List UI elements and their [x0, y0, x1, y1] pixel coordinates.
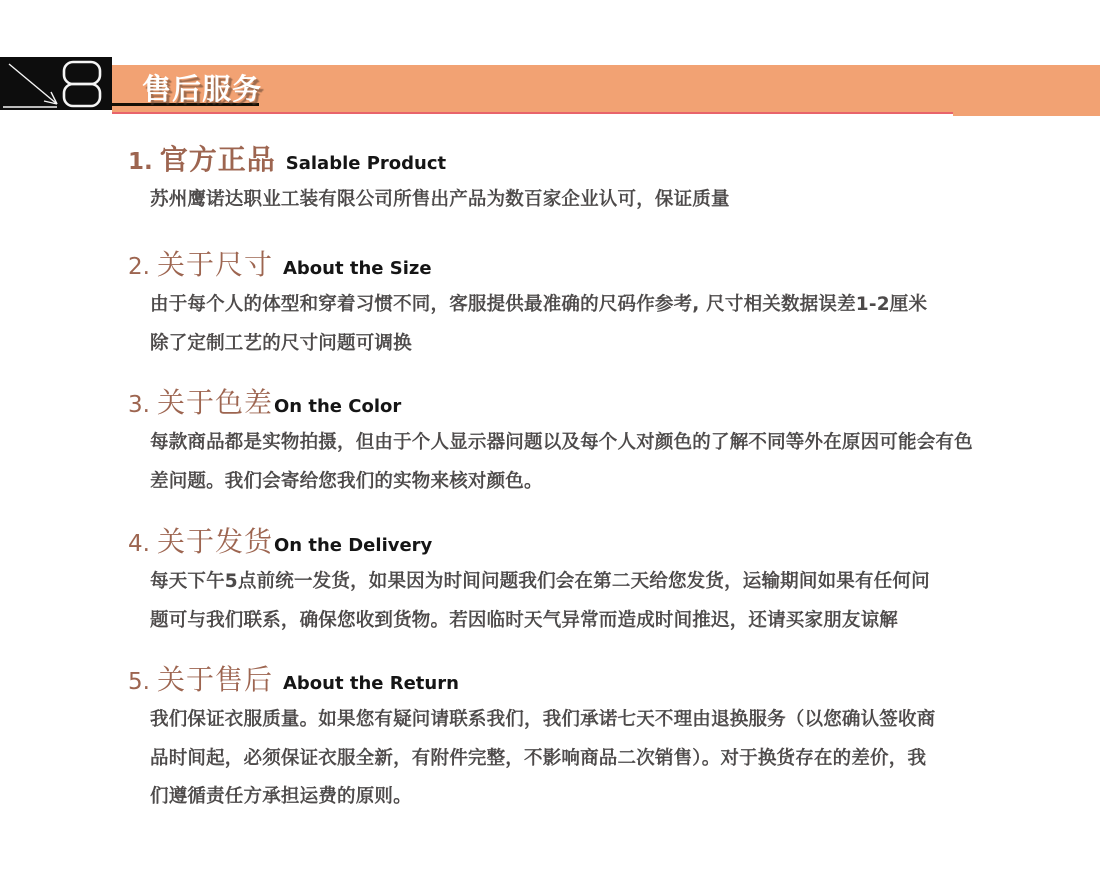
section-salable-product — [128, 143, 730, 220]
section-number: 1. — [128, 149, 153, 175]
diagonal-arrow-icon — [3, 64, 57, 107]
body-line: 题可与我们联系，确保您收到货物。若因临时天气异常而造成时间推迟，还请买家朋友谅解 — [150, 609, 899, 631]
section-body — [150, 286, 927, 363]
section-body — [150, 424, 973, 501]
section-about-the-return — [128, 663, 935, 817]
section-about-the-size — [128, 248, 927, 363]
body-line: 品时间起，必须保证衣服全新，有附件完整，不影响商品二次销售）。对于换货存在的差价，我 — [150, 747, 927, 769]
body-line: 除了定制工艺的尺寸问题可调换 — [150, 332, 412, 354]
section-number: 5. — [128, 669, 150, 695]
section-title-en: On the Delivery — [273, 535, 433, 556]
header-orange-step — [953, 113, 1100, 116]
section-title-zh: 关于发货 — [156, 525, 273, 558]
section-body — [150, 181, 730, 220]
body-line: 每天下午5点前统一发货，如果因为时间问题我们会在第二天给您发货，运输期间如果有任何问 — [150, 571, 930, 592]
body-line: 每款商品都是实物拍摄，但由于个人显示器问题以及每个人对颜色的了解不同等外在原因可能会有色 — [150, 432, 973, 453]
section-heading — [128, 143, 730, 177]
section-title-zh: 关于售后 — [156, 663, 273, 696]
body-line: 苏州鹰诺达职业工装有限公司所售出产品为数百家企业认可，保证质量 — [150, 189, 730, 210]
page-title: 售后服务 — [142, 72, 263, 106]
section-title-en: Salable Product — [285, 153, 447, 174]
section-title-en: About the Return — [282, 673, 459, 694]
section-body — [150, 701, 935, 817]
section-heading — [128, 663, 935, 697]
body-line: 由于每个人的体型和穿着习惯不同，客服提供最准确的尺码作参考, 尺寸相关数据误差1-2厘米 — [150, 294, 928, 315]
header-number-badge — [0, 57, 112, 110]
section-number: 4. — [128, 531, 150, 557]
section-body — [150, 563, 930, 640]
section-heading — [128, 248, 927, 282]
section-on-the-color — [128, 386, 973, 501]
section-on-the-delivery — [128, 525, 930, 640]
body-line: 们遵循责任方承担运费的原则。 — [150, 786, 412, 807]
section-title-zh: 关于尺寸 — [156, 248, 273, 281]
section-title-en: On the Color — [273, 396, 402, 417]
section-number: 3. — [128, 392, 150, 418]
badge-number-eight-glyph — [64, 62, 100, 106]
section-heading — [128, 386, 973, 420]
section-title-zh: 官方正品 — [159, 143, 276, 176]
badge-graphic — [0, 57, 112, 110]
body-line: 我们保证衣服质量。如果您有疑问请联系我们，我们承诺七天不理由退换服务（以您确认签收商 — [150, 709, 936, 730]
body-line: 差问题。我们会寄给您我们的实物来核对颜色。 — [150, 470, 543, 492]
section-title-zh: 关于色差 — [156, 386, 273, 419]
section-title-en: About the Size — [282, 258, 432, 279]
header-pink-underline — [112, 112, 953, 114]
section-number: 2. — [128, 254, 150, 280]
section-heading — [128, 525, 930, 559]
